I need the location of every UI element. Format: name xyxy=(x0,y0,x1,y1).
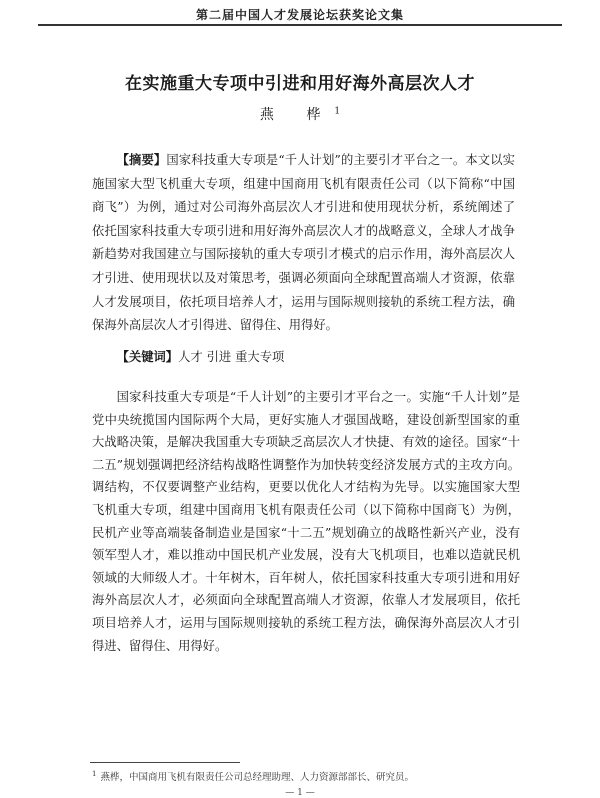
keywords-text: 人才 引进 重大专项 xyxy=(178,350,285,364)
author-name: 燕 桦 xyxy=(259,107,335,123)
footnote-text: 燕桦，中国商用飞机有限责任公司总经理助理、人力资源部部长、研究员。 xyxy=(100,772,414,784)
article-title: 在实施重大专项中引进和用好海外高层次人才 xyxy=(125,74,475,94)
abstract-label: 【摘要】 xyxy=(116,152,167,167)
footnote xyxy=(92,767,522,785)
body-paragraph: 国家科技重大专项是“千人计划”的主要引才平台之一。实施“千人计划”是党中央统揽国内国际两个大局，更好实施人才强国战略，建设创新型国家的重大战略决策，是解决我国重大专项缺乏高层次人才快捷、有效的途径。国家“十二五”规划强调把经济结构战略性调整作为加快转变经济发展方式的主攻方向。调结构，不仅要调整产业结构，更要以优化人才结构为先导。以实施国家大型飞机重大专项，组建中国商用飞机有限责任公司（以下简称中国商飞）为例，民机产业等高端装备制造业是国家“十二五”规划确立的战略性新兴产业，没有领军型人才，难以推动中国民机产业发展，没有大飞机项目，也难以造就民机领域的大师级人才。十年树木，百年树人，依托国家科技重大专项引进和用好海外高层次人才，必须面向全球配置高端人才资源，依靠人才发展项目，依托项目培养人才，运用与国际规则接轨的系统工程方法，确保海外高层次人才引得进、留得住、用得好。 xyxy=(92,390,520,653)
abstract xyxy=(92,148,515,338)
header-rule xyxy=(38,24,562,26)
author-line xyxy=(40,104,560,124)
keywords xyxy=(92,346,515,368)
footnote-rule xyxy=(90,762,240,763)
footnote-mark: 1 xyxy=(92,770,97,778)
author-note-mark: 1 xyxy=(334,106,341,117)
keywords-label: 【关键词】 xyxy=(116,349,179,364)
running-header: 第二届中国人才发展论坛获奖论文集 xyxy=(195,8,404,22)
abstract-text: 国家科技重大专项是“千人计划”的主要引才平台之一。本文以实施国家大型飞机重大专项，组建中国商用飞机有限责任公司（以下简称“中国商飞”）为例，通过对公司海外高层次人才引进和使用现状分析，系统阐述了依托国家科技重大专项引进和用好海外高层次人才的战略意义，全球人才战争新趋势对我国建立与国际接轨的重大专项引才模式的启示作用，海外高层次人才引进、使用现状以及对策思考，强调必须面向全球配置高端人才资源，依靠人才发展项目，依托项目培养人才，运用与国际规则接轨的系统工程方法，确保海外高层次人才引得进、留得住、用得好。 xyxy=(92,153,515,333)
page-number: — 1 — xyxy=(285,788,315,798)
